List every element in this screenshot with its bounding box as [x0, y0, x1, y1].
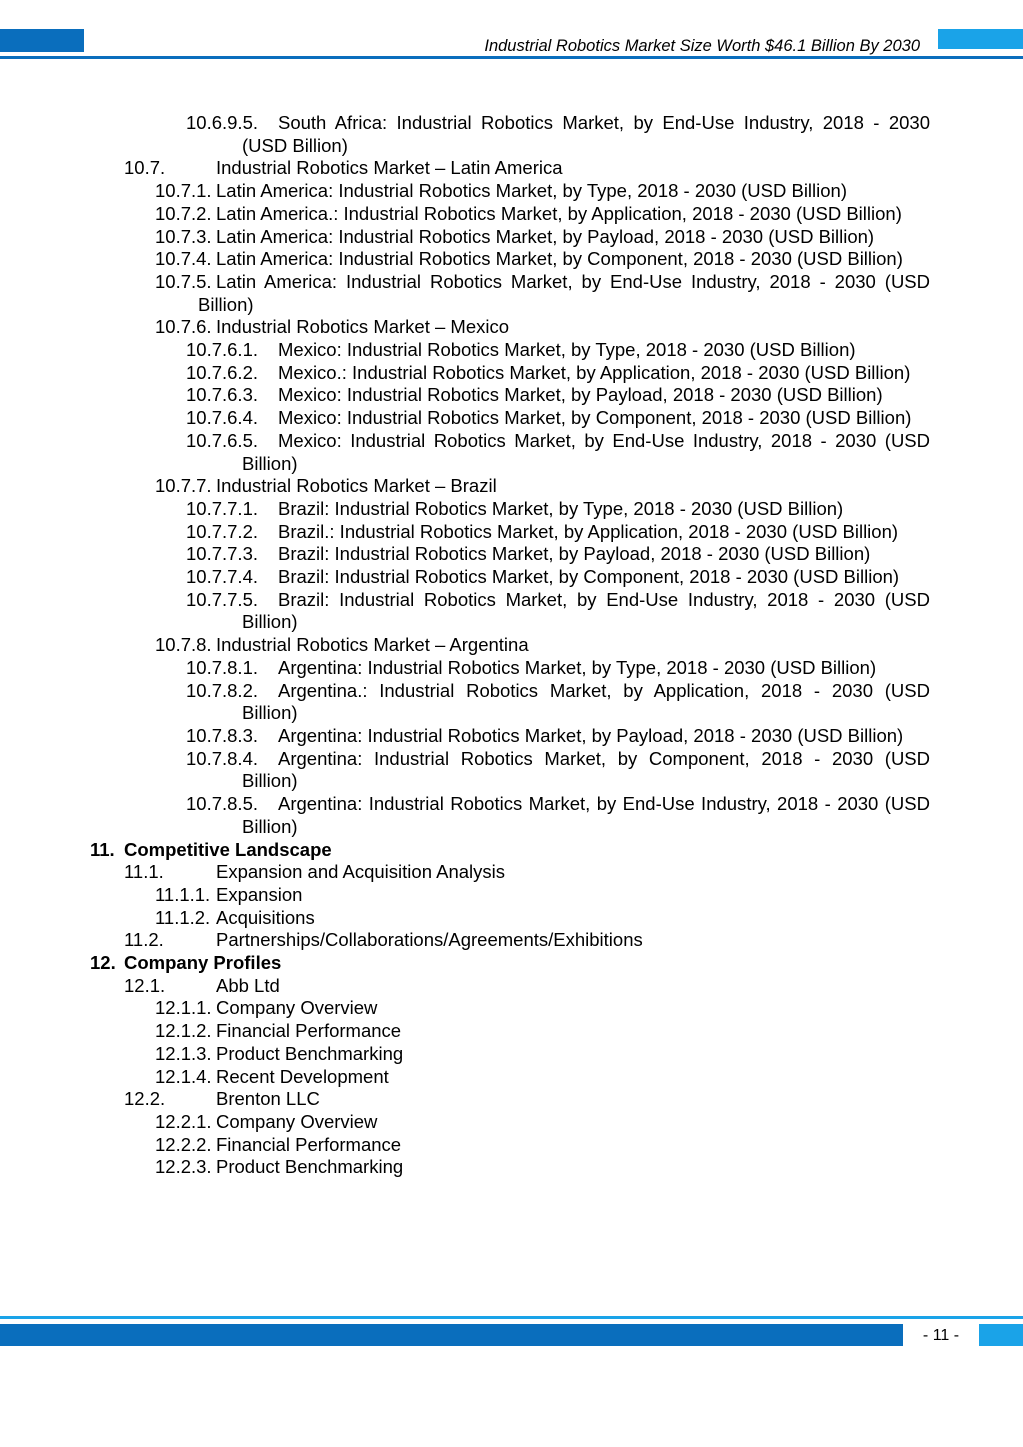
toc-entry[interactable] — [186, 384, 930, 407]
toc-entry-number: 12. — [90, 952, 116, 974]
toc-entry-title: Competitive Landscape — [124, 838, 332, 860]
toc-entry[interactable] — [186, 497, 930, 521]
toc-entry-title: Latin America: Industrial Robotics Market, by Type, 2018 - 2030 (USD Billion) — [216, 180, 848, 202]
toc-entry-title: Company Profiles — [124, 952, 282, 974]
toc-entry[interactable] — [90, 952, 930, 975]
toc-entry[interactable] — [155, 270, 930, 316]
toc-entry[interactable] — [186, 566, 930, 589]
toc-entry[interactable] — [155, 1042, 930, 1066]
toc-entry-number: 12.2.2. — [155, 1133, 212, 1155]
toc-entry-title: Partnerships/Collaborations/Agreements/Exhibitions — [216, 929, 643, 951]
toc-entry[interactable] — [186, 724, 930, 748]
toc-entry-title: Company Overview — [216, 997, 378, 1019]
toc-entry-number: 10.7.8.1. — [186, 656, 259, 678]
toc-entry-number: 10.7.6.1. — [186, 339, 259, 361]
toc-entry-number: 10.7.8. — [155, 634, 212, 656]
toc-entry[interactable] — [124, 1088, 930, 1111]
toc-entry-number: 12.1.1. — [155, 997, 212, 1019]
toc-entry-title: Product Benchmarking — [216, 1042, 404, 1064]
toc-entry-number: 10.7.6.2. — [186, 361, 259, 383]
toc-entry-number: 10.7.7.4. — [186, 566, 259, 588]
toc-entry-title: Mexico: Industrial Robotics Market, by Payload, 2018 - 2030 (USD Billion) — [278, 384, 883, 406]
toc-entry-number: 10.7.4. — [155, 248, 212, 270]
toc-entry-number: 10.7.3. — [155, 225, 212, 247]
toc-entry-number: 10.7. — [124, 157, 166, 179]
toc-entry-title: Latin America: Industrial Robotics Market, by Payload, 2018 - 2030 (USD Billion) — [216, 225, 875, 247]
toc-entry-number: 10.7.8.3. — [186, 724, 259, 746]
toc-entry[interactable] — [155, 1065, 930, 1089]
footer-rule — [0, 1316, 1023, 1319]
toc-entry-title: Mexico: Industrial Robotics Market, by Type, 2018 - 2030 (USD Billion) — [278, 339, 856, 361]
toc-entry-title: Brazil: Industrial Robotics Market, by End-Use Industry, 2018 - 2030 (USD Billion) — [242, 588, 930, 633]
toc-entry[interactable] — [155, 906, 930, 930]
toc-entry[interactable] — [186, 747, 930, 793]
footer-bar — [0, 1324, 903, 1346]
toc-entry-number: 10.7.1. — [155, 180, 212, 202]
toc-entry-title: Argentina: Industrial Robotics Market, by Component, 2018 - 2030 (USD Billion) — [242, 747, 930, 792]
toc-entry[interactable] — [155, 1156, 930, 1179]
toc-entry[interactable] — [155, 180, 930, 203]
toc-entry-title: Latin America: Industrial Robotics Market, by Component, 2018 - 2030 (USD Billion) — [216, 248, 903, 270]
toc-entry-title: Financial Performance — [216, 1133, 402, 1155]
toc-entry-title: Industrial Robotics Market – Brazil — [216, 475, 497, 497]
toc-entry-title: Argentina.: Industrial Robotics Market, by Application, 2018 - 2030 (USD Billion) — [242, 679, 930, 724]
toc-entry-title: Argentina: Industrial Robotics Market, by Payload, 2018 - 2030 (USD Billion) — [278, 724, 904, 746]
toc-entry[interactable] — [186, 679, 930, 725]
toc-entry-title: Company Overview — [216, 1110, 378, 1132]
toc-entry-number: 10.7.7.5. — [186, 588, 259, 610]
toc-entry[interactable] — [124, 861, 930, 884]
toc-entry[interactable] — [155, 475, 930, 498]
toc-entry-number: 10.7.7. — [155, 475, 212, 497]
toc-entry-title: Expansion and Acquisition Analysis — [216, 861, 505, 883]
toc-entry[interactable] — [155, 1133, 930, 1157]
toc-entry-title: Product Benchmarking — [216, 1156, 404, 1178]
toc-entry[interactable] — [186, 339, 930, 362]
toc-entry[interactable] — [124, 975, 930, 998]
toc-entry-title: Financial Performance — [216, 1020, 402, 1042]
toc-entry-number: 10.7.6.3. — [186, 384, 259, 406]
toc-entry[interactable] — [186, 361, 930, 385]
toc-entry-title: Industrial Robotics Market – Latin America — [216, 157, 563, 179]
toc-entry[interactable] — [155, 997, 930, 1020]
toc-entry-number: 10.7.6.5. — [186, 429, 259, 451]
header-title: Industrial Robotics Market Size Worth $46.1 Billion By 2030 — [484, 37, 920, 55]
toc-entry-title: Mexico.: Industrial Robotics Market, by Application, 2018 - 2030 (USD Billion) — [278, 361, 911, 383]
toc-entry-number: 10.7.7.3. — [186, 543, 259, 565]
toc-entry-title: Mexico: Industrial Robotics Market, by End-Use Industry, 2018 - 2030 (USD Billion) — [242, 429, 930, 474]
toc-entry-title: Latin America: Industrial Robotics Market, by End-Use Industry, 2018 - 2030 (USD Billion) — [198, 270, 930, 315]
toc-entry-title: Recent Development — [216, 1065, 389, 1087]
toc-entry-number: 10.7.8.2. — [186, 679, 259, 701]
toc-entry-number: 11. — [90, 838, 115, 860]
toc-entry[interactable] — [186, 112, 930, 157]
toc-entry[interactable] — [155, 225, 930, 249]
toc-entry[interactable] — [124, 929, 930, 952]
toc-entry-number: 10.7.8.5. — [186, 793, 259, 815]
toc-entry-title: Brazil: Industrial Robotics Market, by Component, 2018 - 2030 (USD Billion) — [278, 566, 900, 588]
toc-entry-number: 12.1.4. — [155, 1065, 212, 1087]
header-rule — [0, 56, 1023, 59]
toc-entry[interactable] — [155, 1020, 930, 1043]
toc-entry-title: Industrial Robotics Market – Mexico — [216, 316, 510, 338]
toc-entry[interactable] — [186, 407, 930, 430]
toc-entry-number: 10.7.2. — [155, 202, 212, 224]
toc-entry[interactable] — [186, 543, 930, 566]
header-accent-block-right — [938, 29, 1023, 49]
toc-entry[interactable] — [155, 316, 930, 339]
toc-entry-title: Brazil.: Industrial Robotics Market, by Application, 2018 - 2030 (USD Billion) — [278, 520, 899, 542]
toc-entry-number: 11.1. — [124, 861, 164, 883]
toc-entry-number: 12.1.2. — [155, 1020, 212, 1042]
toc-entry-number: 10.7.6.4. — [186, 407, 259, 429]
toc-entry-title: Brazil: Industrial Robotics Market, by Payload, 2018 - 2030 (USD Billion) — [278, 543, 871, 565]
toc-entry-number: 12.1.3. — [155, 1042, 212, 1064]
table-of-contents — [0, 112, 1023, 1179]
toc-entry-title: Argentina: Industrial Robotics Market, by Type, 2018 - 2030 (USD Billion) — [278, 656, 877, 678]
toc-entry-number: 10.7.5. — [155, 270, 212, 292]
toc-entry-number: 12.2. — [124, 1088, 166, 1110]
toc-entry[interactable] — [186, 656, 930, 680]
toc-entry-number: 10.7.8.4. — [186, 747, 259, 769]
toc-entry-number: 11.1.1. — [155, 883, 211, 905]
toc-entry-number: 12.1. — [124, 974, 166, 996]
toc-entry-title: Expansion — [216, 883, 303, 905]
toc-entry-title: South Africa: Industrial Robotics Market, by End-Use Industry, 2018 - 2030 (USD Billion) — [242, 112, 930, 156]
toc-entry-title: Abb Ltd — [216, 974, 280, 996]
toc-entry[interactable] — [186, 588, 930, 634]
header-accent-block-left — [0, 29, 84, 52]
toc-entry-number: 11.2. — [124, 929, 164, 951]
toc-entry[interactable] — [186, 793, 930, 838]
toc-entry-title: Brazil: Industrial Robotics Market, by Type, 2018 - 2030 (USD Billion) — [278, 497, 844, 519]
toc-entry-title: Latin America.: Industrial Robotics Market, by Application, 2018 - 2030 (USD Billion) — [216, 202, 902, 224]
toc-entry[interactable] — [186, 429, 930, 475]
toc-entry[interactable] — [155, 634, 930, 657]
toc-entry-number: 12.2.1. — [155, 1110, 212, 1132]
toc-entry-title: Mexico: Industrial Robotics Market, by Component, 2018 - 2030 (USD Billion) — [278, 407, 912, 429]
toc-entry[interactable] — [155, 1110, 930, 1134]
toc-entry[interactable] — [155, 202, 930, 226]
toc-entry[interactable] — [155, 248, 930, 271]
toc-entry-title: Acquisitions — [216, 906, 315, 928]
toc-entry[interactable] — [155, 883, 930, 907]
toc-entry-number: 10.7.7.1. — [186, 497, 259, 519]
page-number: - 11 - — [922, 1327, 960, 1344]
toc-entry-title: Industrial Robotics Market – Argentina — [216, 634, 529, 656]
toc-entry-number: 10.7.7.2. — [186, 520, 259, 542]
toc-entry-title: Argentina: Industrial Robotics Market, by End-Use Industry, 2018 - 2030 (USD Billion) — [242, 793, 930, 837]
toc-entry[interactable] — [186, 520, 930, 544]
toc-entry-number: 10.7.6. — [155, 316, 212, 338]
toc-entry[interactable] — [90, 839, 930, 862]
toc-entry[interactable] — [124, 157, 930, 180]
toc-entry-number: 12.2.3. — [155, 1156, 212, 1178]
toc-entry-number: 11.1.2. — [155, 906, 211, 928]
footer-accent-block-right — [979, 1324, 1023, 1346]
toc-entry-number: 10.6.9.5. — [186, 112, 259, 133]
toc-entry-title: Brenton LLC — [216, 1088, 320, 1110]
